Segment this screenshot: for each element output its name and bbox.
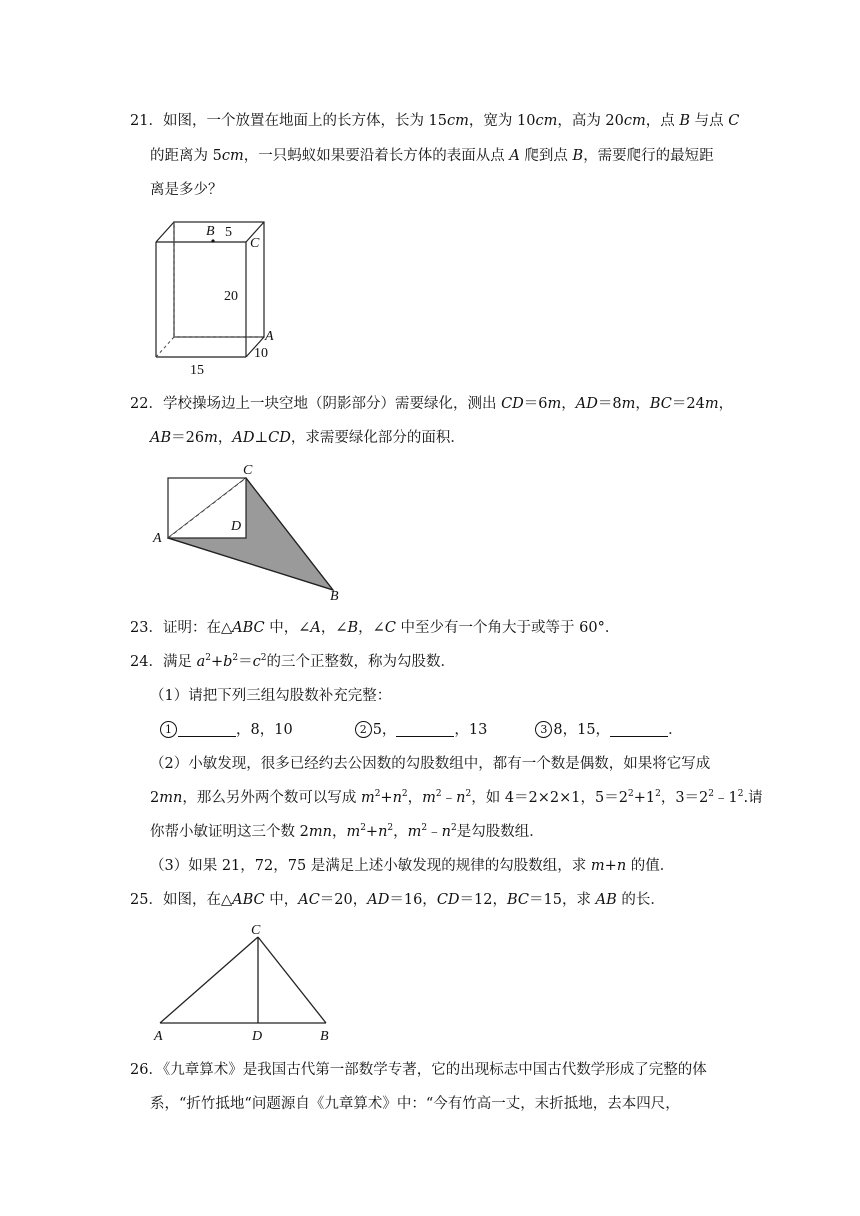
fig21-label-10: 10 (254, 346, 268, 361)
q24-line-1: 24．满足 $a^2+b^2=c^2$的三个正整数，称为勾股数． (130, 653, 455, 670)
q25-number: 25． (130, 892, 163, 908)
fig22-label-a: A (153, 531, 162, 546)
q24-part1-prompt: （1）请把下列三组勾股数补充完整： (150, 688, 392, 704)
answer-blank-2[interactable] (396, 722, 454, 737)
fig22-label-c: C (243, 463, 253, 478)
q24-number: 24． (130, 654, 163, 670)
q23-line: 23．证明：在△ABC 中，∠A，∠B，∠C 中至少有一个角大于或等于 60°． (130, 620, 620, 636)
q21-line-1: 21．如图，一个放置在地面上的长方体，长为 15cm，宽为 10cm，高为 20cm，点 B 与点 C (130, 113, 740, 129)
q21-number: 21． (130, 113, 163, 129)
quadrilateral-figure (148, 460, 348, 602)
q23-number: 23． (130, 620, 163, 636)
fig22-label-b: B (330, 589, 339, 602)
q22-line-1: 22．学校操场边上一块空地（阴影部分）需要绿化，测出 CD＝6m，AD＝8m，BC＝24m， (130, 396, 734, 412)
q26-number: 26． (130, 1062, 163, 1078)
fig21-label-c: C (250, 236, 260, 251)
fig21-label-a: A (265, 329, 274, 344)
q24-part2-line-1: （2）小敏发现，很多已经约去公因数的勾股数组中，都有一个数是偶数，如果将它写成 (150, 756, 711, 772)
fig25-label-a: A (154, 1029, 163, 1044)
answer-blank-3[interactable] (610, 722, 668, 737)
cuboid-figure (146, 212, 286, 377)
fig22-label-d: D (231, 519, 242, 534)
triangle-figure (148, 920, 348, 1045)
q25-line: 25．如图，在△ABC 中，AC＝20，AD＝16，CD＝12，BC＝15，求 AB 的长． (130, 892, 665, 908)
fig25-label-b: B (320, 1029, 329, 1044)
q26-line-2: 系，“折竹抵地“问题源自《九章算术》中：“今有竹高一丈，末折抵地，去本四尺， (150, 1096, 680, 1112)
q24-part1-groups: 1 ，8，10 2 5， ，13 3 8，15， ． (160, 720, 683, 740)
q24-part2-line-3: 你帮小敏证明这三个数 2mn，$m^2+n^2$，$m^2﹣n^2$是勾股数组． (150, 823, 544, 840)
fig21-label-b: B (206, 224, 215, 239)
q26-line-1: 26．《九章算术》是我国古代第一部数学专著，它的出现标志中国古代数学形成了完整的体 (130, 1062, 707, 1078)
q22-number: 22． (130, 396, 163, 412)
q24-part2-line-2: 2mn，那么另外两个数可以写成 $m^2+n^2$，$m^2﹣n^2$，如 4＝2×2×1，$5=2^2+1^2$，$3=2^2﹣1^2$.请 (150, 789, 763, 806)
fig21-label-5: 5 (225, 225, 232, 240)
q24-part3: （3）如果 21，72，75 是满足上述小敏发现的规律的勾股数组，求 m+n 的值． (150, 858, 675, 874)
fig25-label-d: D (252, 1029, 263, 1044)
q21-line-3: 离是多少？ (150, 182, 223, 198)
answer-blank-1[interactable] (178, 722, 236, 737)
fig21-label-20: 20 (224, 289, 238, 304)
fig21-label-15: 15 (190, 363, 204, 377)
fig25-label-c: C (251, 923, 261, 938)
q22-line-2: AB＝26m，AD⊥CD，求需要绿化部分的面积． (150, 430, 465, 446)
q21-line-2: 的距离为 5cm，一只蚂蚁如果要沿着长方体的表面从点 A 爬到点 B，需要爬行的最短距 (150, 148, 714, 164)
